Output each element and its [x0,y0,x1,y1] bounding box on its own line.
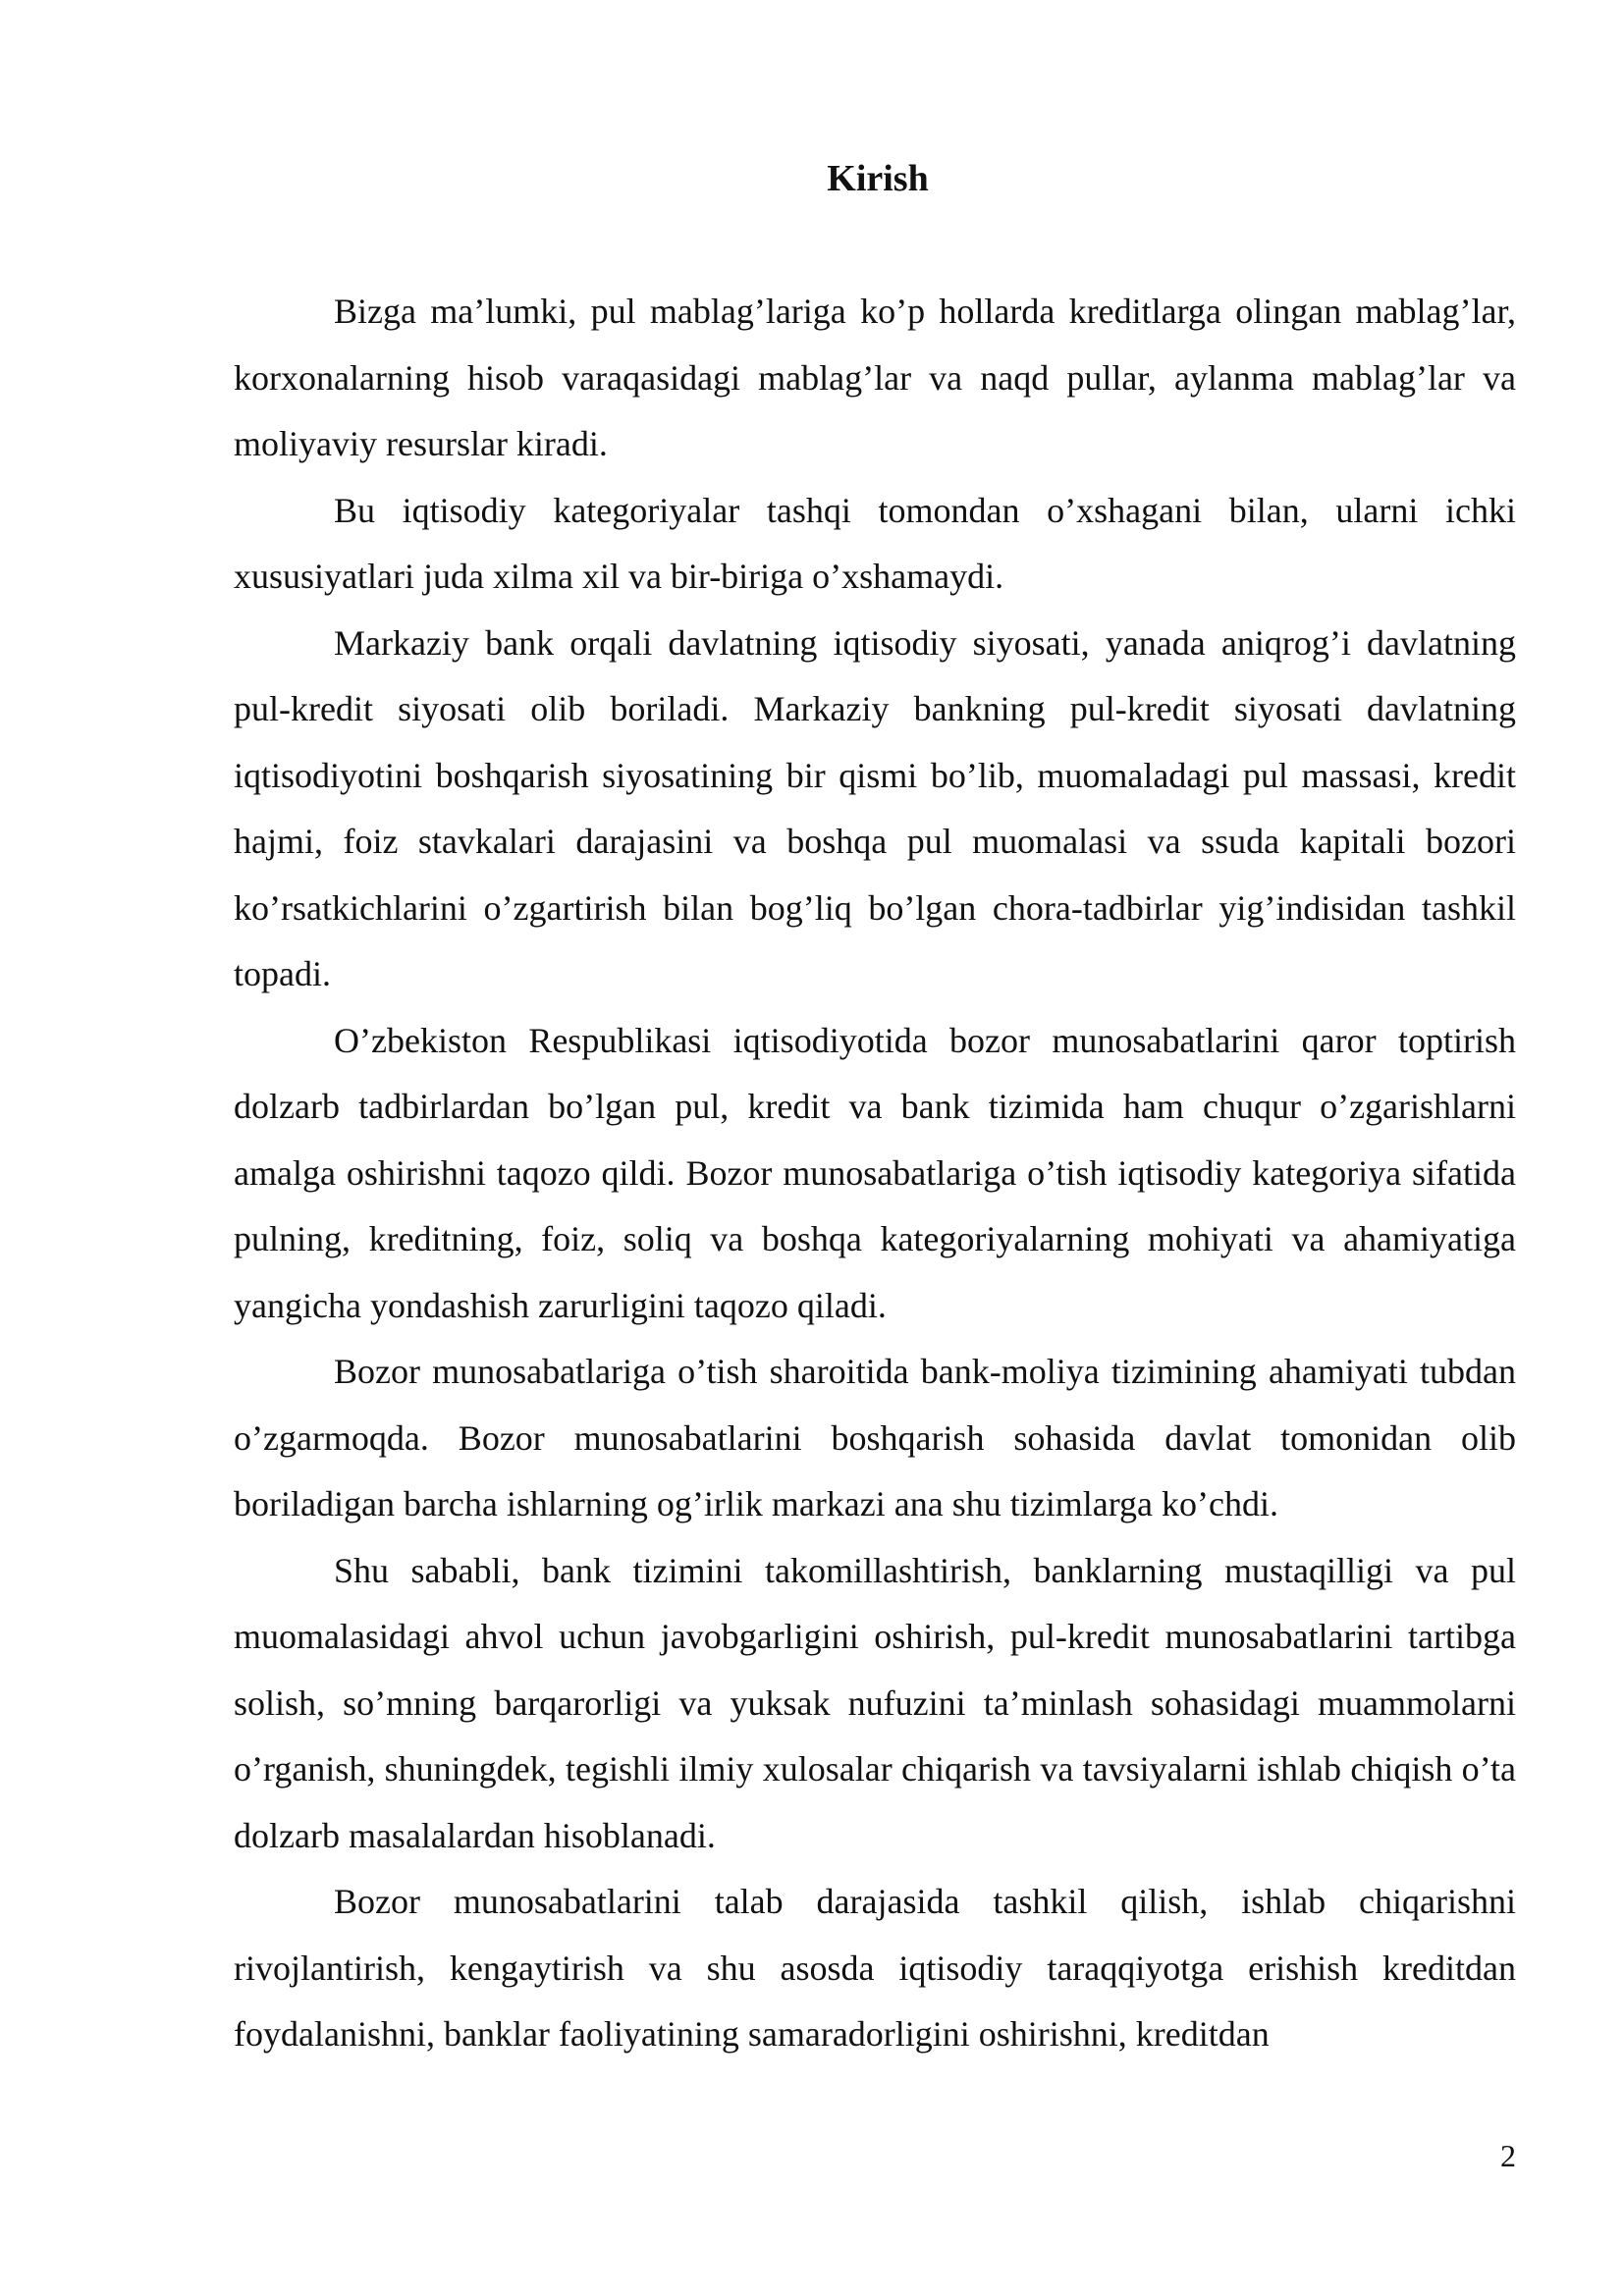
page-number: 2 [1500,2138,1516,2173]
paragraph-2: Bu iqtisodiy kategoriyalar tashqi tomondan o’xshagani bilan, ularni ichki xususiyatlari juda xilma xil va bir-biriga o’xshamaydi. [234,490,1516,596]
paragraph-7: Bozor munosabatlarini talab darajasida tashkil qilish, ishlab chiqarishni rivojlantirish, kengaytirish va shu asosda iqtisodiy taraqqiyotga erishish kreditdan foydalanishni, banklar faoliyatining samaradorligini oshirishni, kreditdan [234,1882,1516,2054]
paragraph-6: Shu sababli, bank tizimini takomillashtirish, banklarning mustaqilligi va pul muomalasidagi ahvol uchun javobgarligini oshirish, pul-kredit munosabatlarini tartibga solish, so’mning barqarorligi va yuksak nufuzini ta’minlash sohasidagi muammolarni o’rganish, shuningdek, tegishli ilmiy xulosalar chiqarish va tavsiyalarni ishlab chiqish o’ta dolzarb masalalardan hisoblanadi. [234,1550,1516,1855]
paragraph-4: O’zbekiston Respublikasi iqtisodiyotida bozor munosabatlarini qaror toptirish dolzarb tadbirlardan bo’lgan pul, kredit va bank tizimida ham chuqur o’zgarishlarni amalga oshirishni taqozo qildi. Bozor munosabatlariga o’tish iqtisodiy kategoriya sifatida pulning, kreditning, foiz, soliq va boshqa kategoriyalarning mohiyati va ahamiyatiga yangicha yondashish zarurligini taqozo qiladi. [234,1020,1516,1325]
paragraph-3: Markaziy bank orqali davlatning iqtisodiy siyosati, yanada aniqrog’i davlatning pul-kredit siyosati olib boriladi. Markaziy bankning pul-kredit siyosati davlatning iqtisodiyotini boshqarish siyosatining bir qismi bo’lib, muomaladagi pul massasi, kredit hajmi, foiz stavkalari darajasini va boshqa pul muomalasi va ssuda kapitali bozori ko’rsatkichlarini o’zgartirish bilan bog’liq bo’lgan chora-tadbirlar yig’indisidan tashkil topadi. [234,622,1516,993]
page-title: Kirish [827,158,929,199]
paragraph-1: Bizga ma’lumki, pul mablag’lariga ko’p hollarda kreditlarga olingan mablag’lar, korxonalarning hisob varaqasidagi mablag’lar va naqd pullar, aylanma mablag’lar va moliyaviy resurslar kiradi. [234,292,1516,463]
body-text [234,279,1516,2068]
paragraph-5: Bozor munosabatlariga o’tish sharoitida bank-moliya tizimining ahamiyati tubdan o’zgarmoqda. Bozor munosabatlarini boshqarish sohasida davlat tomonidan olib boriladigan barcha ishlarning og’irlik markazi ana shu tizimlarga ko’chdi. [234,1352,1516,1523]
